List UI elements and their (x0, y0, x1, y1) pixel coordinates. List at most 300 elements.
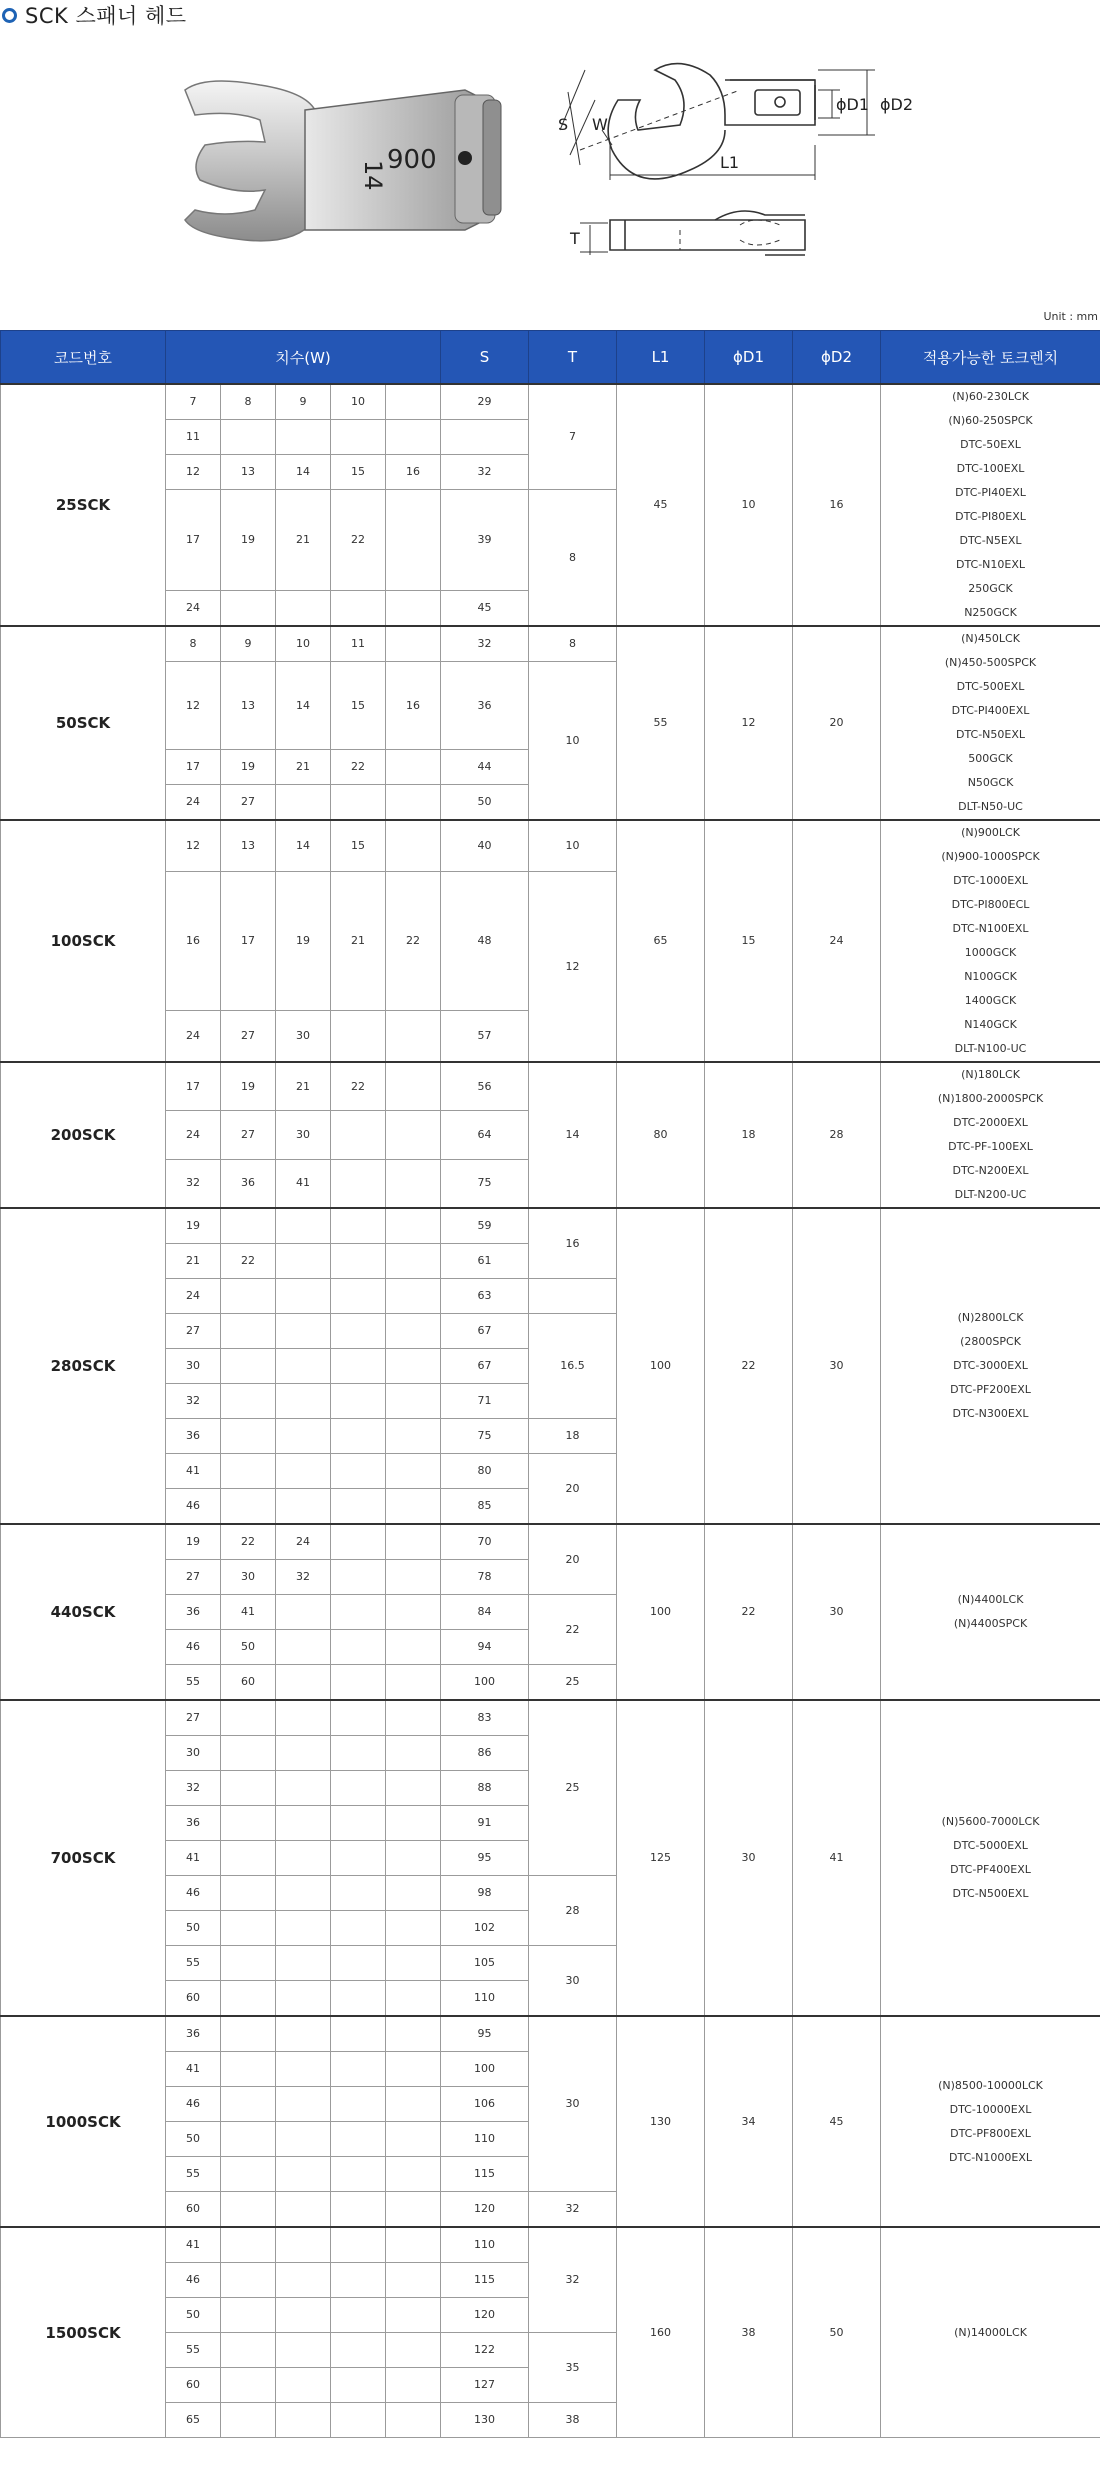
table-row (1, 2227, 1100, 2263)
wrench-item: DTC-N1000EXL (948, 2150, 1033, 2164)
size-s-cell: 50 (441, 785, 529, 821)
size-w-cell (386, 1630, 441, 1665)
size-s-cell: 64 (441, 1111, 529, 1159)
size-s-cell: 75 (441, 1159, 529, 1208)
size-w-cell (386, 2227, 441, 2263)
l1-cell: 65 (617, 820, 705, 1062)
size-s-cell: 40 (441, 820, 529, 872)
size-w-cell: 27 (221, 1011, 276, 1063)
size-w-cell (221, 2157, 276, 2192)
size-s-cell: 36 (441, 662, 529, 750)
size-w-cell: 14 (276, 820, 331, 872)
size-w-cell (386, 1911, 441, 1946)
size-w-cell (386, 2368, 441, 2403)
size-w-cell (386, 490, 441, 591)
wrench-item: DTC-PI80EXL (955, 510, 1026, 523)
size-t-cell: 10 (529, 662, 617, 821)
size-w-cell: 19 (221, 490, 276, 591)
wrench-item: (N)900LCK (961, 826, 1020, 839)
size-w-cell (386, 1111, 441, 1159)
size-w-cell (331, 1208, 386, 1244)
size-s-cell: 67 (441, 1349, 529, 1384)
size-w-cell: 46 (166, 1876, 221, 1911)
size-w-cell: 12 (166, 455, 221, 490)
size-s-cell: 95 (441, 2016, 529, 2052)
size-w-cell (221, 1736, 276, 1771)
size-w-cell: 36 (221, 1159, 276, 1208)
d2-cell: 20 (793, 626, 881, 820)
size-w-cell (221, 1208, 276, 1244)
size-s-cell: 32 (441, 455, 529, 490)
size-w-cell: 41 (221, 1595, 276, 1630)
size-w-cell (386, 2122, 441, 2157)
wrench-item: (N)8500-10000LCK (938, 2078, 1043, 2092)
size-w-cell (386, 420, 441, 455)
size-w-cell: 24 (166, 1111, 221, 1159)
size-w-cell (276, 1911, 331, 1946)
size-w-cell (221, 1454, 276, 1489)
size-w-cell (386, 626, 441, 662)
wrench-item: 250GCK (968, 582, 1013, 595)
l1-cell: 100 (617, 1208, 705, 1524)
size-s-cell: 91 (441, 1806, 529, 1841)
wrench-item: DTC-PI800ECL (951, 898, 1030, 911)
d2-cell: 30 (793, 1208, 881, 1524)
size-w-cell (221, 1876, 276, 1911)
wrench-item: 1400GCK (964, 994, 1017, 1007)
size-w-cell (386, 1349, 441, 1384)
wrench-item: DTC-2000EXL (953, 1116, 1028, 1129)
size-s-cell: 45 (441, 591, 529, 627)
size-s-cell: 88 (441, 1771, 529, 1806)
size-w-cell (331, 1946, 386, 1981)
size-s-cell: 59 (441, 1208, 529, 1244)
size-w-cell: 30 (166, 1736, 221, 1771)
wrench-item: DTC-500EXL (956, 680, 1025, 693)
size-s-cell: 57 (441, 1011, 529, 1063)
size-w-cell: 17 (166, 490, 221, 591)
d1-cell: 22 (705, 1524, 793, 1700)
size-w-cell (331, 2298, 386, 2333)
size-w-cell (331, 2052, 386, 2087)
size-w-cell (331, 1876, 386, 1911)
size-w-cell: 22 (331, 1062, 386, 1111)
wrench-item: (N)450LCK (961, 632, 1020, 645)
size-s-cell: 100 (441, 2052, 529, 2087)
size-w-cell: 13 (221, 455, 276, 490)
size-w-cell (386, 1771, 441, 1806)
size-w-cell (331, 2122, 386, 2157)
page-title: SCK 스패너 헤드 (25, 4, 187, 28)
table-row (1, 2016, 1100, 2052)
size-w-cell (331, 1806, 386, 1841)
size-w-cell: 11 (166, 420, 221, 455)
header-code: 코드번호 (1, 331, 166, 385)
size-w-cell (331, 1841, 386, 1876)
code-cell: 1500SCK (1, 2227, 166, 2438)
size-w-cell (221, 591, 276, 627)
size-w-cell (221, 1279, 276, 1314)
size-w-cell: 27 (166, 1560, 221, 1595)
table-row (1, 1208, 1100, 1244)
d2-cell: 41 (793, 1700, 881, 2016)
size-s-cell: 115 (441, 2263, 529, 2298)
dim-label-d2: ϕD2 (880, 95, 914, 114)
size-w-cell: 60 (221, 1665, 276, 1701)
size-w-cell (386, 2087, 441, 2122)
size-w-cell (276, 1665, 331, 1701)
size-w-cell (276, 1946, 331, 1981)
table-row (1, 384, 1100, 420)
size-w-cell: 12 (166, 820, 221, 872)
header-l1: L1 (617, 331, 705, 385)
size-w-cell: 27 (221, 785, 276, 821)
size-w-cell: 16 (166, 872, 221, 1011)
d1-cell: 10 (705, 384, 793, 626)
size-w-cell (221, 1349, 276, 1384)
size-w-cell: 24 (166, 1011, 221, 1063)
wrench-list-cell (881, 820, 1100, 1062)
size-w-cell (221, 1806, 276, 1841)
d2-cell: 28 (793, 1062, 881, 1208)
size-w-cell (331, 2263, 386, 2298)
size-t-cell: 8 (529, 490, 617, 627)
size-w-cell (276, 420, 331, 455)
size-s-cell: 95 (441, 1841, 529, 1876)
size-w-cell (276, 1419, 331, 1454)
size-w-cell (276, 2333, 331, 2368)
size-w-cell (331, 1665, 386, 1701)
size-w-cell: 60 (166, 1981, 221, 2017)
size-w-cell (386, 1560, 441, 1595)
head-mark-model: 900 (387, 145, 437, 175)
size-w-cell (386, 1524, 441, 1560)
size-t-cell: 7 (529, 384, 617, 490)
size-w-cell (331, 420, 386, 455)
size-w-cell: 60 (166, 2368, 221, 2403)
size-w-cell: 19 (276, 872, 331, 1011)
wrench-item: DTC-PF800EXL (950, 2126, 1031, 2140)
d1-cell: 34 (705, 2016, 793, 2227)
wrench-list-cell (881, 1700, 1100, 2016)
size-w-cell: 22 (221, 1524, 276, 1560)
size-w-cell (386, 591, 441, 627)
size-s-cell: 110 (441, 2227, 529, 2263)
wrench-item: N140GCK (964, 1018, 1017, 1031)
wrench-item: DTC-PF-100EXL (948, 1140, 1033, 1153)
size-s-cell (441, 420, 529, 455)
header-d2: ϕD2 (793, 331, 881, 385)
size-s-cell: 106 (441, 2087, 529, 2122)
size-w-cell: 15 (331, 820, 386, 872)
size-w-cell (386, 1384, 441, 1419)
size-s-cell: 86 (441, 1736, 529, 1771)
size-s-cell: 75 (441, 1419, 529, 1454)
size-w-cell: 13 (221, 820, 276, 872)
wrench-item: (N)14000LCK (954, 2325, 1027, 2339)
size-w-cell (276, 1736, 331, 1771)
dim-label-t: T (570, 229, 580, 248)
size-w-cell (331, 2368, 386, 2403)
size-w-cell: 55 (166, 2157, 221, 2192)
size-w-cell (386, 1314, 441, 1349)
size-w-cell (276, 1841, 331, 1876)
d2-cell: 50 (793, 2227, 881, 2438)
size-w-cell (331, 1159, 386, 1208)
size-t-cell: 32 (529, 2192, 617, 2228)
size-w-cell (276, 1630, 331, 1665)
size-t-cell: 10 (529, 820, 617, 872)
size-w-cell (221, 2227, 276, 2263)
size-w-cell (331, 1454, 386, 1489)
d1-cell: 18 (705, 1062, 793, 1208)
size-w-cell (221, 1841, 276, 1876)
size-s-cell: 29 (441, 384, 529, 420)
dim-label-l1: L1 (720, 153, 740, 172)
size-w-cell (276, 2227, 331, 2263)
size-t-cell: 30 (529, 2016, 617, 2192)
size-w-cell (386, 2157, 441, 2192)
size-w-cell: 65 (166, 2403, 221, 2438)
code-cell: 440SCK (1, 1524, 166, 1700)
size-w-cell (331, 1700, 386, 1736)
size-w-cell (331, 2192, 386, 2228)
size-w-cell (386, 1595, 441, 1630)
size-s-cell: 84 (441, 1595, 529, 1630)
size-s-cell: 39 (441, 490, 529, 591)
size-w-cell: 30 (276, 1011, 331, 1063)
size-s-cell: 83 (441, 1700, 529, 1736)
wrench-item: DTC-PF200EXL (950, 1383, 1031, 1396)
size-w-cell (331, 2157, 386, 2192)
table-row (1, 1062, 1100, 1111)
wrench-item: DTC-N300EXL (952, 1407, 1029, 1420)
size-w-cell: 21 (276, 1062, 331, 1111)
size-w-cell: 55 (166, 1946, 221, 1981)
size-t-cell: 25 (529, 1700, 617, 1876)
size-w-cell: 14 (276, 455, 331, 490)
size-w-cell (276, 1349, 331, 1384)
size-w-cell: 24 (166, 785, 221, 821)
size-w-cell (386, 2016, 441, 2052)
size-w-cell (331, 1384, 386, 1419)
wrench-item: DTC-PF400EXL (950, 1863, 1031, 1876)
l1-cell: 45 (617, 384, 705, 626)
dim-label-d1: ϕD1 (836, 95, 870, 114)
size-w-cell (276, 2016, 331, 2052)
size-t-cell: 32 (529, 2227, 617, 2333)
size-w-cell: 41 (166, 1454, 221, 1489)
size-w-cell (331, 1244, 386, 1279)
size-w-cell: 7 (166, 384, 221, 420)
size-w-cell (276, 591, 331, 627)
size-w-cell: 24 (276, 1524, 331, 1560)
size-w-cell (221, 1489, 276, 1525)
size-w-cell (331, 1560, 386, 1595)
size-w-cell: 50 (166, 2298, 221, 2333)
size-w-cell: 14 (276, 662, 331, 750)
size-w-cell (276, 1981, 331, 2017)
size-s-cell: 48 (441, 872, 529, 1011)
size-w-cell: 11 (331, 626, 386, 662)
dimension-drawing (540, 30, 960, 300)
size-s-cell: 120 (441, 2298, 529, 2333)
size-w-cell (221, 2298, 276, 2333)
wrench-list-cell (881, 626, 1100, 820)
size-w-cell: 46 (166, 1630, 221, 1665)
wrench-list-cell (881, 384, 1100, 626)
table-row (1, 626, 1100, 662)
size-w-cell (221, 1911, 276, 1946)
wrench-item: DLT-N100-UC (954, 1042, 1027, 1055)
d1-cell: 15 (705, 820, 793, 1062)
wrench-item: DTC-N500EXL (952, 1887, 1029, 1900)
size-w-cell: 9 (276, 384, 331, 420)
size-w-cell (276, 2122, 331, 2157)
l1-cell: 80 (617, 1062, 705, 1208)
size-w-cell (386, 1489, 441, 1525)
wrench-item: DTC-N50EXL (955, 728, 1026, 741)
wrench-item: DLT-N50-UC (958, 800, 1023, 813)
size-s-cell: 70 (441, 1524, 529, 1560)
wrench-item: DTC-N10EXL (955, 558, 1026, 571)
size-w-cell (386, 1665, 441, 1701)
size-w-cell (331, 1630, 386, 1665)
size-w-cell (221, 2016, 276, 2052)
size-w-cell (276, 1279, 331, 1314)
table-row (1, 1700, 1100, 1736)
wrench-item: (N)2800LCK (957, 1311, 1024, 1324)
size-w-cell: 30 (276, 1111, 331, 1159)
size-w-cell: 60 (166, 2192, 221, 2228)
size-w-cell (276, 2263, 331, 2298)
size-w-cell (276, 1384, 331, 1419)
size-w-cell (386, 1700, 441, 1736)
size-w-cell: 24 (166, 591, 221, 627)
d2-cell: 24 (793, 820, 881, 1062)
d1-cell: 30 (705, 1700, 793, 2016)
wrench-item: DTC-50EXL (960, 438, 1021, 451)
title-bar (0, 0, 187, 30)
d1-cell: 22 (705, 1208, 793, 1524)
header-s: S (441, 331, 529, 385)
size-w-cell: 10 (276, 626, 331, 662)
size-w-cell (276, 1208, 331, 1244)
size-w-cell: 21 (166, 1244, 221, 1279)
size-w-cell: 19 (221, 750, 276, 785)
wrench-item: (N)900-1000SPCK (941, 850, 1040, 863)
size-w-cell: 21 (331, 872, 386, 1011)
size-w-cell (386, 2052, 441, 2087)
table-row (1, 820, 1100, 872)
size-w-cell: 55 (166, 1665, 221, 1701)
size-w-cell (386, 1244, 441, 1279)
size-s-cell: 110 (441, 2122, 529, 2157)
wrench-item: DTC-PI400EXL (951, 704, 1030, 717)
size-w-cell: 27 (166, 1700, 221, 1736)
size-s-cell: 32 (441, 626, 529, 662)
size-w-cell (386, 1159, 441, 1208)
size-w-cell (331, 1419, 386, 1454)
product-figure (0, 30, 1100, 310)
size-w-cell: 15 (331, 455, 386, 490)
size-w-cell (386, 1806, 441, 1841)
size-w-cell: 36 (166, 1419, 221, 1454)
size-w-cell: 46 (166, 2263, 221, 2298)
size-w-cell: 9 (221, 626, 276, 662)
size-w-cell (386, 1841, 441, 1876)
size-w-cell: 32 (166, 1159, 221, 1208)
size-s-cell: 120 (441, 2192, 529, 2228)
size-w-cell (276, 2368, 331, 2403)
wrench-item: DTC-100EXL (956, 462, 1025, 475)
wrench-item: (N)450-500SPCK (944, 656, 1037, 669)
wrench-list-cell (881, 2016, 1100, 2227)
size-w-cell: 55 (166, 2333, 221, 2368)
wrench-item: DLT-N200-UC (954, 1188, 1027, 1201)
size-s-cell: 85 (441, 1489, 529, 1525)
size-w-cell (221, 2403, 276, 2438)
code-cell: 280SCK (1, 1208, 166, 1524)
size-w-cell: 21 (276, 490, 331, 591)
size-w-cell: 13 (221, 662, 276, 750)
spec-table (0, 330, 1100, 2438)
size-w-cell (331, 1524, 386, 1560)
size-w-cell: 22 (331, 750, 386, 785)
size-t-cell: 25 (529, 1665, 617, 1701)
size-w-cell: 19 (166, 1524, 221, 1560)
size-w-cell (386, 2333, 441, 2368)
l1-cell: 55 (617, 626, 705, 820)
size-s-cell: 130 (441, 2403, 529, 2438)
size-w-cell: 27 (221, 1111, 276, 1159)
size-s-cell: 44 (441, 750, 529, 785)
size-w-cell: 32 (166, 1384, 221, 1419)
l1-cell: 100 (617, 1524, 705, 1700)
wrench-item: DTC-5000EXL (953, 1839, 1028, 1852)
size-w-cell (221, 2052, 276, 2087)
header-d1: ϕD1 (705, 331, 793, 385)
code-cell: 25SCK (1, 384, 166, 626)
size-w-cell (221, 1314, 276, 1349)
size-w-cell: 46 (166, 2087, 221, 2122)
size-w-cell: 50 (166, 1911, 221, 1946)
wrench-item: DTC-N200EXL (952, 1164, 1029, 1177)
size-w-cell (331, 1911, 386, 1946)
size-w-cell (331, 591, 386, 627)
size-w-cell (276, 1489, 331, 1525)
wrench-item: (N)1800-2000SPCK (937, 1092, 1044, 1105)
size-w-cell (386, 1946, 441, 1981)
size-t-cell: 14 (529, 1062, 617, 1208)
size-w-cell: 30 (221, 1560, 276, 1595)
size-t-cell: 35 (529, 2333, 617, 2403)
d1-cell: 38 (705, 2227, 793, 2438)
size-s-cell: 56 (441, 1062, 529, 1111)
size-t-cell: 20 (529, 1454, 617, 1525)
size-w-cell: 36 (166, 1595, 221, 1630)
size-t-cell: 12 (529, 872, 617, 1063)
size-w-cell: 41 (166, 2227, 221, 2263)
size-s-cell: 127 (441, 2368, 529, 2403)
size-w-cell (221, 2192, 276, 2228)
size-w-cell: 22 (386, 872, 441, 1011)
size-w-cell: 16 (386, 662, 441, 750)
wrench-item: DTC-N5EXL (959, 534, 1022, 547)
size-s-cell: 110 (441, 1981, 529, 2017)
size-w-cell (276, 2157, 331, 2192)
size-w-cell (331, 2333, 386, 2368)
